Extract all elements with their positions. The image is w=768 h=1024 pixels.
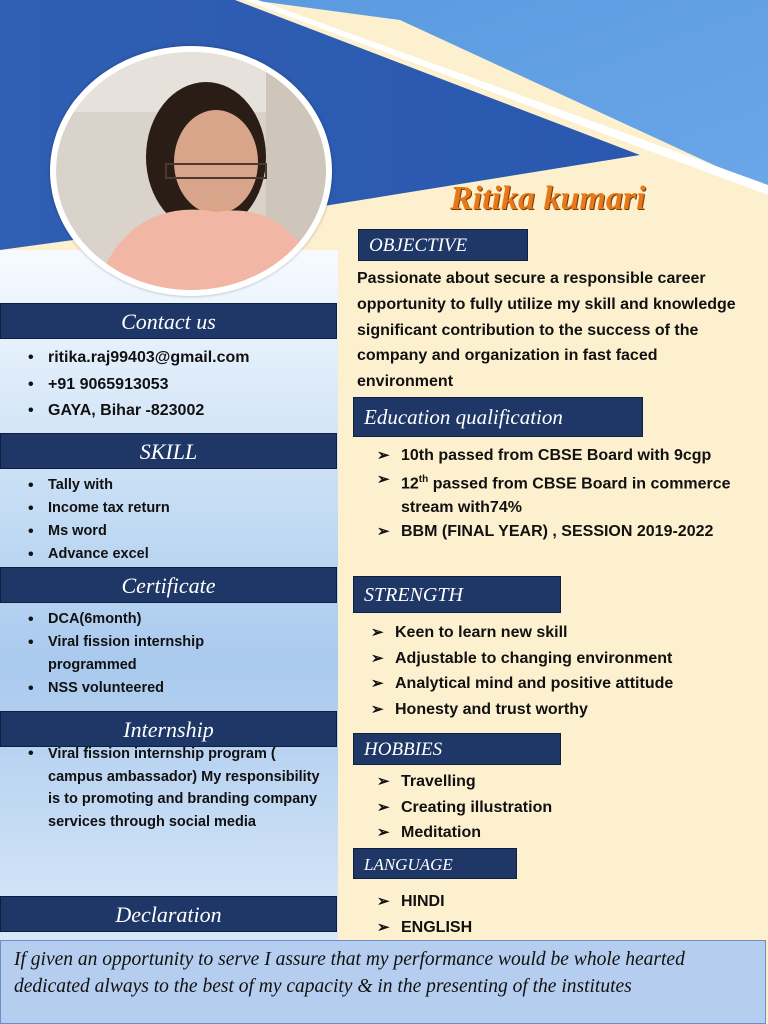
strength-item: ➢ Adjustable to changing environment xyxy=(351,646,761,672)
certificate-list xyxy=(0,608,270,700)
certificate-item: • NSS volunteered xyxy=(0,677,270,700)
hobby-item: ➢ Creating illustration xyxy=(357,795,757,821)
contact-phone: • +91 9065913053 xyxy=(0,372,338,399)
education-item: ➢ 10th passed from CBSE Board with 9cgp xyxy=(357,444,757,468)
education-list xyxy=(357,444,757,544)
internship-list xyxy=(0,743,320,833)
hobby-item: ➢ Travelling xyxy=(357,769,757,795)
declaration-text: If given an opportunity to serve I assure that my performance would be whole hearted dedicated always to the best of my capacity & in the presenting of the institutes xyxy=(14,949,685,997)
internship-heading: Internship xyxy=(0,711,337,747)
objective-heading: OBJECTIVE xyxy=(358,229,528,261)
skill-item: • Tally with xyxy=(0,474,338,497)
strength-item: ➢ Analytical mind and positive attitude xyxy=(351,671,761,697)
hobby-item: ➢ Meditation xyxy=(357,820,757,846)
contact-email: • ritika.raj99403@gmail.com xyxy=(0,345,338,372)
certificate-item: • DCA(6month) xyxy=(0,608,270,631)
contact-heading: Contact us xyxy=(0,303,337,339)
education-heading: Education qualification xyxy=(353,397,643,437)
skill-item: • Income tax return xyxy=(0,497,338,520)
education-item: ➢ 12th passed from CBSE Board in commerce stream with74% xyxy=(357,468,757,520)
skill-list xyxy=(0,474,338,566)
strength-item: ➢ Keen to learn new skill xyxy=(351,620,761,646)
skill-heading: SKILL xyxy=(0,433,337,469)
contact-list xyxy=(0,345,338,425)
strength-item: ➢ Honesty and trust worthy xyxy=(351,697,761,723)
declaration-heading: Declaration xyxy=(0,896,337,932)
skill-item: • Ms word xyxy=(0,520,338,543)
certificate-heading: Certificate xyxy=(0,567,337,603)
profile-photo xyxy=(56,52,326,290)
strength-list xyxy=(351,620,761,722)
education-item: ➢ BBM (FINAL YEAR) , SESSION 2019-2022 xyxy=(357,520,757,544)
language-heading: LANGUAGE xyxy=(353,848,517,879)
hobbies-heading: HOBBIES xyxy=(353,733,561,765)
internship-item: • Viral fission internship program ( campus ambassador) My responsibility is to promoting and branding company services through social media xyxy=(0,743,320,833)
candidate-name: Ritika kumari xyxy=(450,180,646,217)
contact-address: • GAYA, Bihar -823002 xyxy=(0,398,338,425)
strength-heading: STRENGTH xyxy=(353,576,561,613)
avatar xyxy=(50,46,332,296)
skill-item: • Advance excel xyxy=(0,543,338,566)
language-item: ➢ HINDI xyxy=(357,889,757,915)
language-item: ➢ ENGLISH xyxy=(357,915,757,941)
objective-text: Passionate about secure a responsible career opportunity to fully utilize my skill and knowledge significant contribution to the success of the company and organization in fast faced environment xyxy=(357,270,736,391)
language-list xyxy=(357,889,757,940)
certificate-item: • Viral fission internship programmed xyxy=(0,631,270,677)
hobbies-list xyxy=(357,769,757,846)
